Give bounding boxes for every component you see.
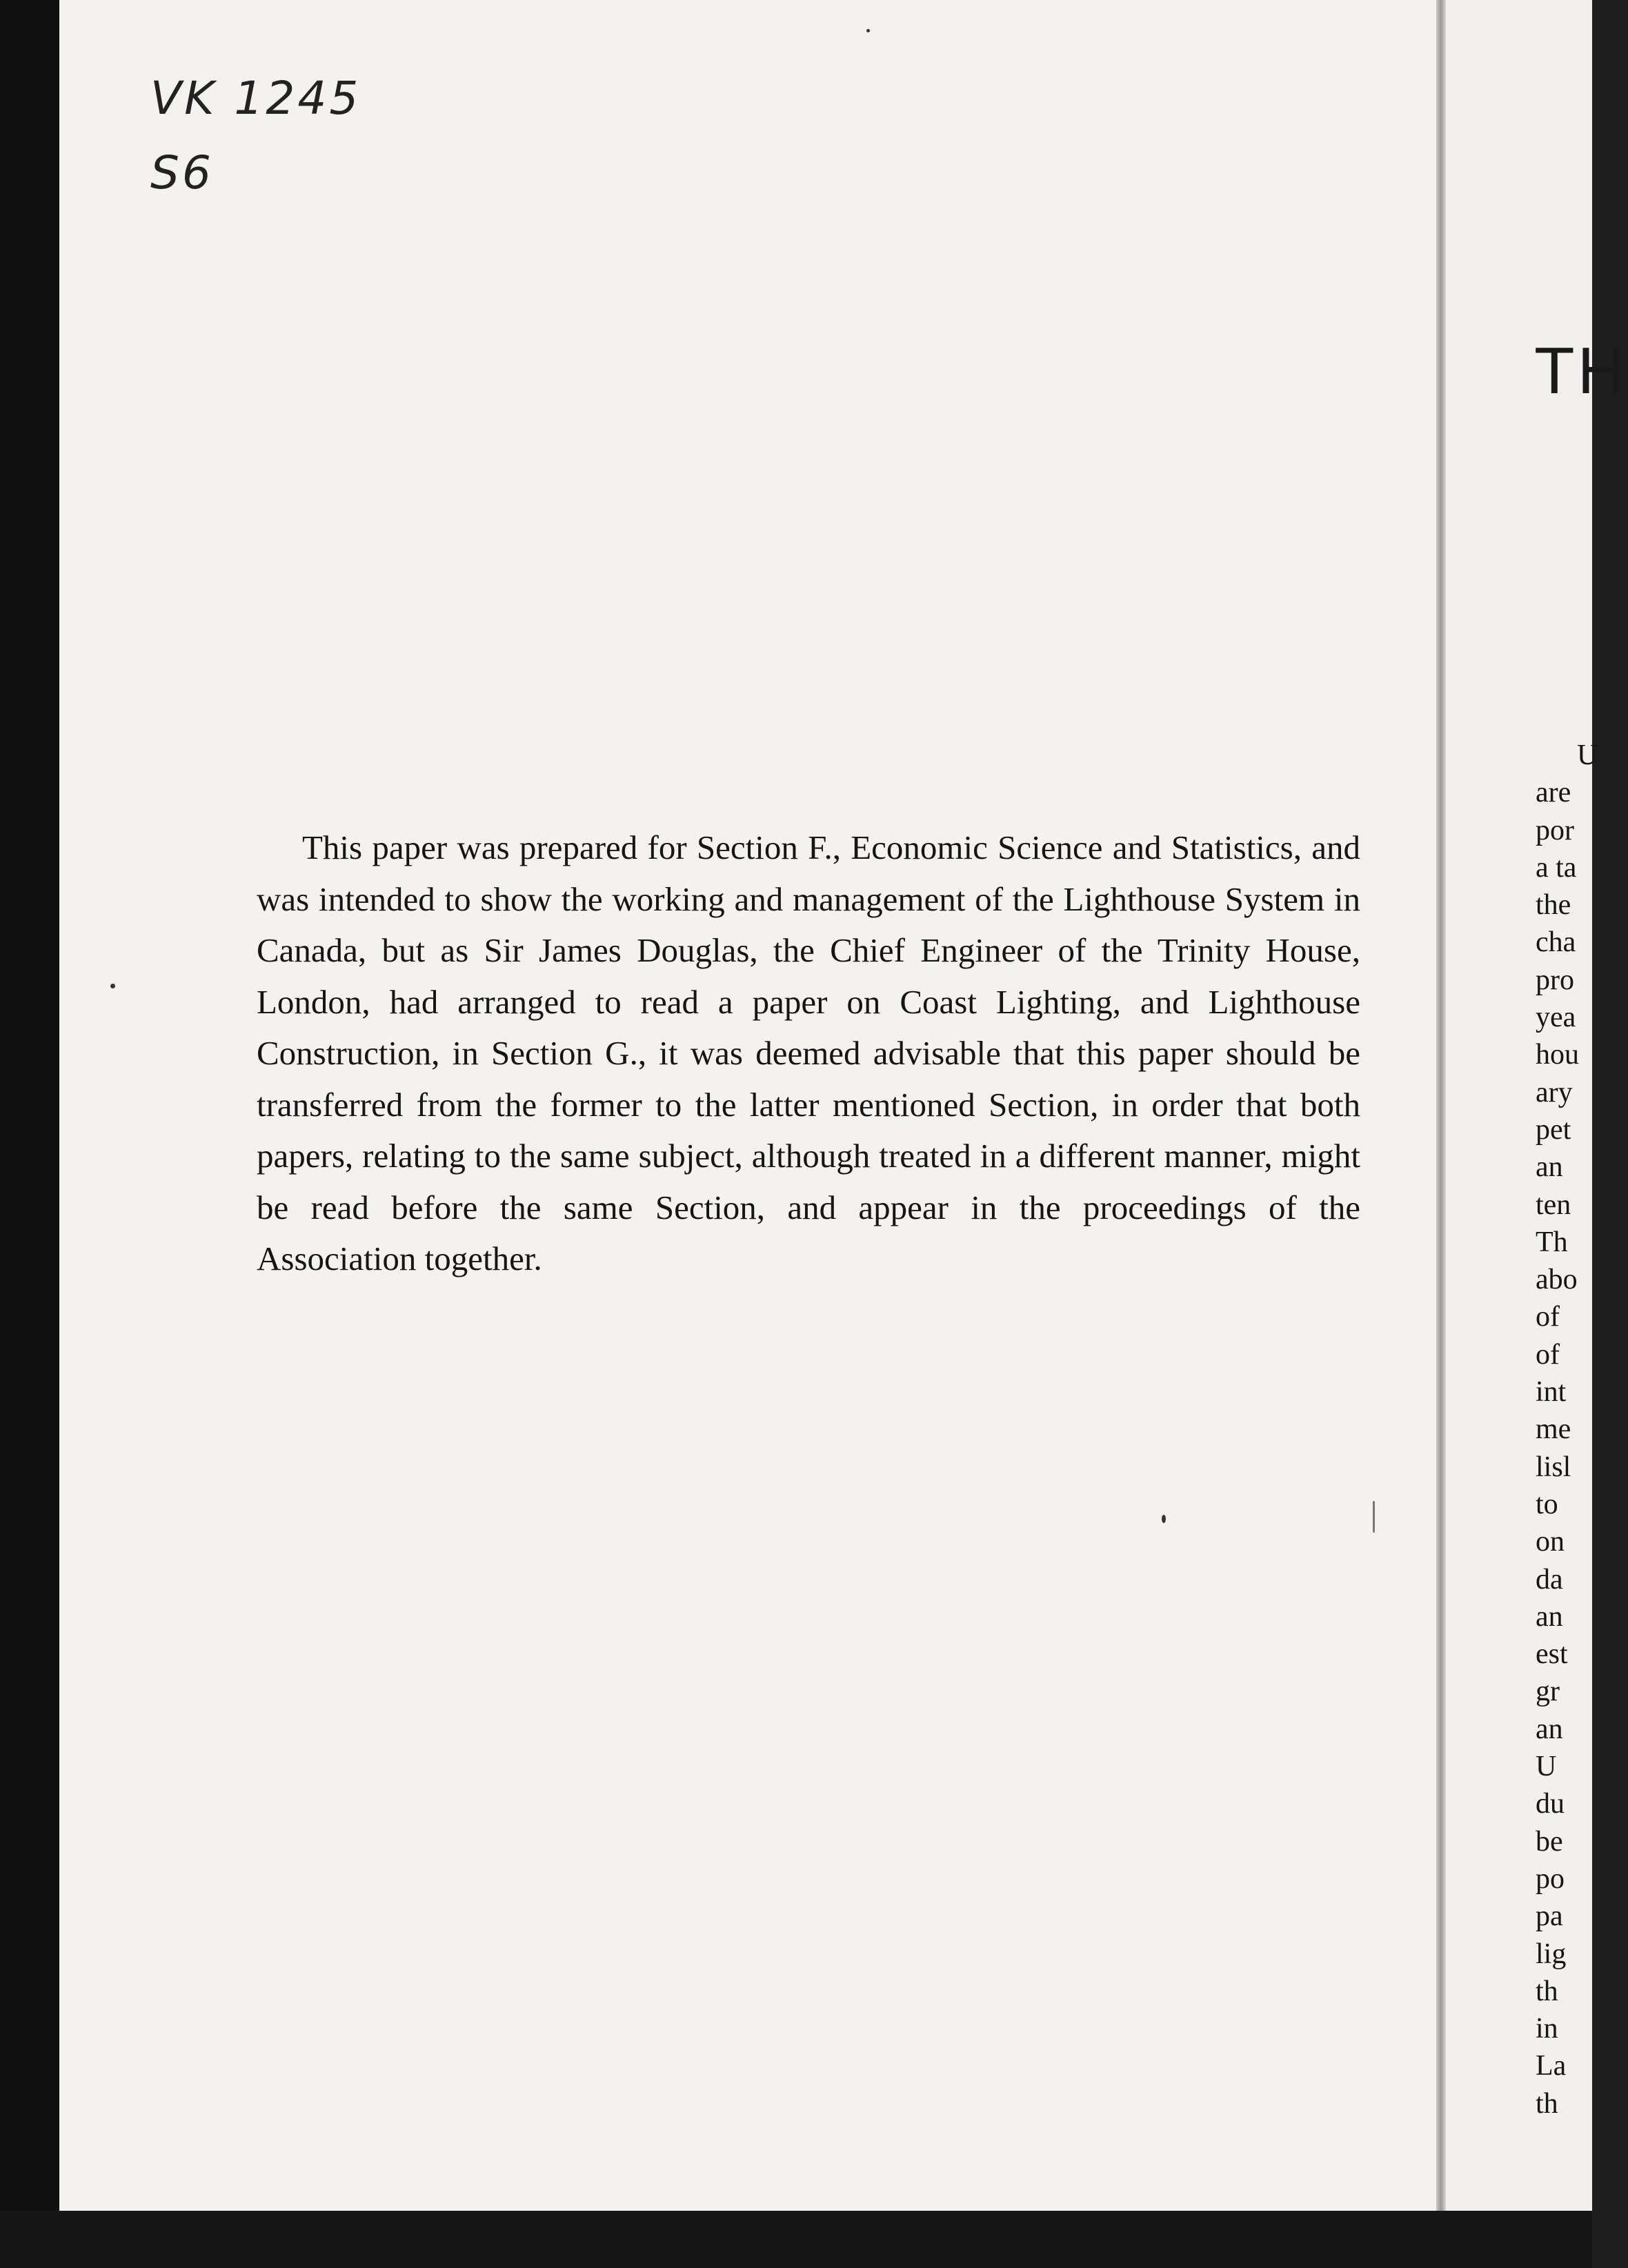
section-transfer-note: This paper was prepared for Section F., Economic Science and Statistics, and was intended to show the working and management of the Lighthouse System in Canada, but as Sir James Douglas, the Chief Engineer of the Trinity House, London, had arranged to read a paper on Coast Lighting, and Lighthouse Construction, in Section G., it was deemed advisable that this paper should be transferred from the former to the latter mentioned Section, in order that both papers, relating to the same subject, although treated in a different manner, might be read before the same Section, and appear in the proceedings of the Association together.: [257, 828, 1360, 1277]
facing-page-line-fragment: La: [1536, 2050, 1567, 2082]
facing-page-text-fragments: [1536, 737, 1598, 2122]
ink-speck: [866, 29, 870, 32]
facing-page-line-fragment: abo: [1536, 1264, 1578, 1296]
facing-page-line-fragment: me: [1536, 1413, 1571, 1446]
facing-page-line-fragment: an: [1536, 1151, 1563, 1184]
facing-page-line-fragment: th: [1536, 2087, 1558, 2120]
facing-page-line-fragment: lig: [1536, 1938, 1567, 1970]
facing-page-line-fragment: lisl: [1536, 1451, 1571, 1483]
facing-page-line-fragment: hou: [1536, 1039, 1579, 1071]
facing-page-line-fragment: po: [1536, 1862, 1565, 1895]
facing-page-line-fragment: ten: [1536, 1188, 1571, 1221]
facing-page-line-fragment: of: [1536, 1301, 1560, 1333]
ink-speck: [1373, 1501, 1375, 1533]
facing-page-line-fragment: cha: [1536, 926, 1576, 959]
facing-page-line-fragment: an: [1536, 1713, 1563, 1745]
facing-page-line-fragment: th: [1536, 1975, 1558, 2007]
facing-page-line-fragment: to: [1536, 1488, 1558, 1520]
facing-page-line-fragment: ary: [1536, 1076, 1573, 1108]
facing-page-line-fragment: pa: [1536, 1900, 1563, 1933]
facing-page-line-fragment: the: [1536, 889, 1571, 922]
facing-page-line-fragment: est: [1536, 1638, 1568, 1671]
facing-page-title-fragment: TH: [1534, 334, 1628, 408]
facing-page-line-fragment: yea: [1536, 1002, 1576, 1034]
facing-page-line-fragment: in: [1536, 2013, 1558, 2045]
facing-page-line-fragment: por: [1536, 814, 1574, 846]
facing-page-line-fragment: on: [1536, 1526, 1565, 1558]
page-gutter: [1436, 0, 1446, 2211]
ink-speck: [1162, 1515, 1166, 1523]
facing-page-line-fragment: pro: [1536, 964, 1574, 996]
facing-page-line-fragment: pet: [1536, 1113, 1571, 1146]
facing-page-line-fragment: gr: [1536, 1675, 1560, 1708]
facing-page-line-fragment: du: [1536, 1788, 1565, 1820]
call-number-line-1: VK 1245: [150, 72, 361, 125]
facing-page-line-fragment: of: [1536, 1338, 1560, 1371]
facing-page-line-fragment: Th: [1536, 1226, 1568, 1258]
call-number-line-2: S6: [150, 146, 214, 199]
scan-bottom-edge: [0, 2211, 1592, 2268]
facing-page-line-fragment: U: [1536, 1751, 1557, 1783]
ink-speck: [110, 984, 115, 988]
facing-page-line-fragment: da: [1536, 1563, 1563, 1595]
facing-page-line-fragment: a ta: [1536, 851, 1577, 884]
facing-page-line-fragment: an: [1536, 1600, 1563, 1633]
facing-page-line-fragment: are: [1536, 777, 1571, 809]
facing-page-line-fragment: U: [1577, 739, 1598, 771]
facing-page-line-fragment: be: [1536, 1825, 1563, 1858]
facing-page-line-fragment: int: [1536, 1376, 1567, 1409]
